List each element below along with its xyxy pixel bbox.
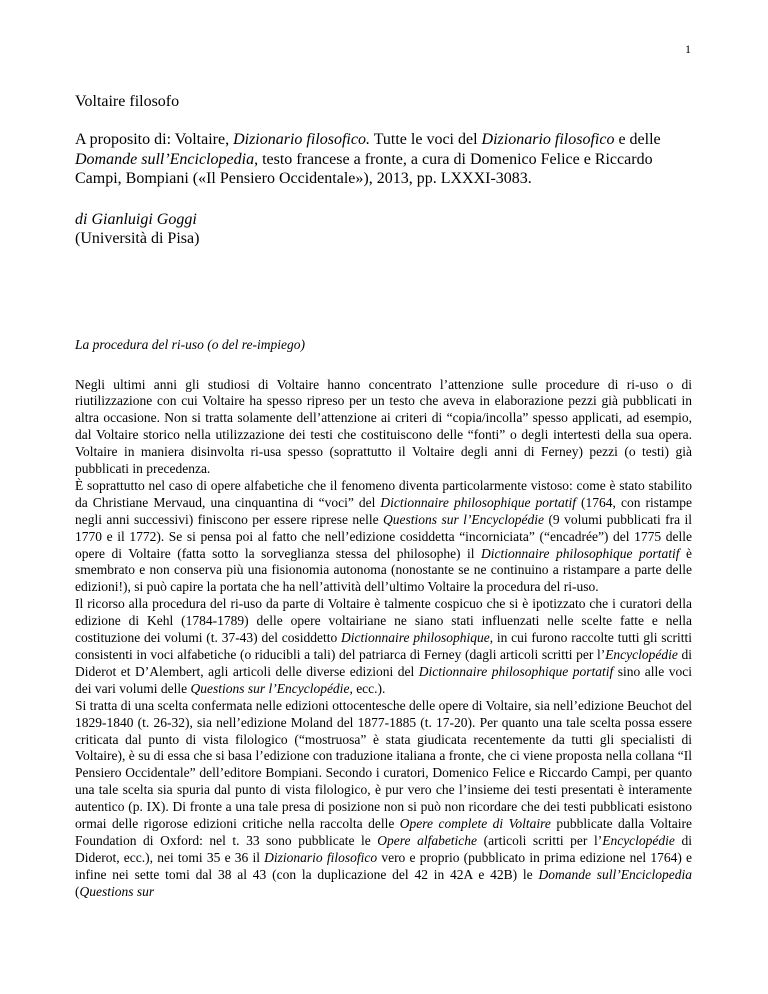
text-run: di Diderot et D’Alembert, agli articoli delle diverse edizioni del: [75, 647, 692, 679]
review-reference: [75, 130, 692, 189]
page-number: 1: [685, 42, 691, 56]
ref-work-title: Dizionario filosofico: [481, 131, 615, 148]
ref-text: e delle: [614, 131, 661, 148]
ref-text: , testo francese a fronte, a cura di Domenico Felice e Riccardo Campi, Bompiani («Il Pensiero Occidentale»), 2013, pp. LXXXI-3083.: [75, 150, 653, 187]
text-run: Il ricorso alla procedura del ri-uso da parte di Voltaire è talmente cospicuo che si è ipotizzato che i curatori della edizione di Kehl (1784-1789) delle opere voltairiane ne siano stati influenzati nelle scelte fatte e nella costituzione dei volumi (t. 37-43) del cosiddetto: [75, 596, 692, 646]
ref-work-title: Domande sull’Enciclopedia: [75, 150, 255, 168]
italic-title: Dictionnaire philosophique portatif: [481, 545, 680, 561]
document-title: Voltaire filosofo: [75, 93, 180, 110]
ref-text: Tutte le voci del: [369, 131, 482, 148]
body-text: [75, 377, 692, 901]
italic-title: Dictionnaire philosophique: [340, 630, 490, 646]
paragraph: [75, 478, 692, 596]
text-run: , ecc.).: [349, 680, 386, 696]
text-run: di Diderot, ecc.), nei tomi 35 e 36 il: [75, 832, 692, 865]
italic-title: Questions sur l’Encyclopédie: [383, 511, 545, 527]
text-run: Si tratta di una scelta confermata nelle edizioni ottocentesche delle opere di Voltaire, sia nell’edizione Beuchot del 1829-1840 (t. 26-32), sia nell’edizione Moland del 1877-1885 (t. 17-20). Per quanto una tale scelta possa essere criticata dal punto di vista filologico (“mostruosa” è stata giudicata recentemente da tutti gli specialisti di Voltaire), è su di essa che si basa l’edizione con traduzione italiana a fronte, che ci viene proposta nella collana “Il Pensiero Occidentale” dell’editore Bompiani. Secondo i curatori, Domenico Felice e Riccardo Campi, per quanto una tale scelta sia spuria dal punto di vista filologico, è pur vero che l’insieme dei testi presentati è interamente autentico (p. IX). Di fronte a una tale presa di posizione non si può non ricordare che dei testi pubblicati esistono ormai delle rigorose edizioni critiche nella raccolta delle: [75, 697, 692, 832]
section-title: La procedura del ri-uso (o del re-impiego): [75, 336, 305, 352]
italic-title: Dictionnaire philosophique portatif: [418, 663, 614, 679]
ref-text: A proposito di: Voltaire,: [75, 131, 234, 148]
text-run: (articoli scritti per l’: [477, 832, 603, 848]
author-byline: [75, 210, 692, 249]
italic-title: Encyclopédie: [605, 647, 678, 662]
text-run: (: [75, 883, 80, 899]
text-run: è smembrato e non conserva più una fisionomia autonoma (nonostante se ne continuino a ristampare a parte delle edizioni!), si può capire la portata che ha nell’attività dell’ultimo Voltaire la procedura del ri-uso.: [75, 545, 692, 595]
document-body: [75, 92, 692, 901]
italic-title: Opere alfabetiche: [377, 832, 478, 848]
italic-title: Dizionario filosofico: [264, 849, 378, 865]
italic-title: Questions sur: [79, 883, 155, 899]
italic-title: Encyclopédie: [602, 832, 675, 848]
text-run: (9 volumi pubblicati fra il 1770 e il 1772). Se si pensa poi al fatto che nell’edizione cosiddetta “incorniciata” (“encadrée”) del 1775 delle opere di Voltaire (fatta sotto la sorveglianza stessa del philosophe) il: [75, 511, 692, 561]
author-affiliation: (Università di Pisa): [75, 230, 200, 247]
paragraph: [75, 596, 692, 697]
text-run: , in cui furono raccolte tutti gli scritti consistenti in voci alfabetiche (o riducibli a tali) del patriarca di Ferney (dagli articoli scritti per l’: [75, 630, 692, 662]
text-run: vero e proprio (pubblicato in prima edizione nel 1764) e infine nei sette tomi dal 38 al 43 (con la duplicazione del 42 in 42A e 42B) le: [75, 849, 692, 882]
paragraph: [75, 377, 692, 478]
text-run: sino alle voci dei vari volumi delle: [75, 663, 692, 696]
italic-title: Domande sull’Enciclopedia: [538, 866, 692, 882]
author-name: di Gianluigi Goggi: [75, 210, 197, 228]
ref-work-title: Dizionario filosofico.: [233, 131, 370, 148]
paragraph: [75, 698, 692, 901]
italic-title: Opere complete di Voltaire: [399, 816, 551, 832]
text-run: Negli ultimi anni gli studiosi di Voltaire hanno concentrato l’attenzione sulle procedure di ri-uso o di riutilizzazione con cui Voltaire ha spesso ripreso per un testo che aveva in elaborazione pezzi già pubblicati in altra occasione. Non si tratta solamente dell’attenzione ai criteri di “copia/incolla” spesso applicati, ad esempio, dal Voltaire storico nella utilizzazione dei testi che costituiscono delle “fonti” o degli intertesti della sua opera. Voltaire in maniera disinvolta ri-usa spesso (soprattutto il Voltaire degli anni di Ferney) pezzi (o testi) già pubblicati in precedenza.: [75, 376, 692, 477]
italic-title: Dictionnaire philosophique portatif: [380, 494, 576, 510]
text-run: È soprattutto nel caso di opere alfabetiche che il fenomeno diventa particolarmente vistoso: come è stato stabilito da Christiane Mervaud, una cinquantina di “voci” del: [75, 477, 692, 510]
text-run: pubblicate dalla Voltaire Foundation di Oxford: nel t. 33 sono pubblicate le: [75, 816, 692, 848]
text-run: (1764, con ristampe negli anni successivi) finiscono per essere riprese nelle: [75, 494, 692, 527]
italic-title: Questions sur l’Encyclopédie: [190, 680, 350, 696]
